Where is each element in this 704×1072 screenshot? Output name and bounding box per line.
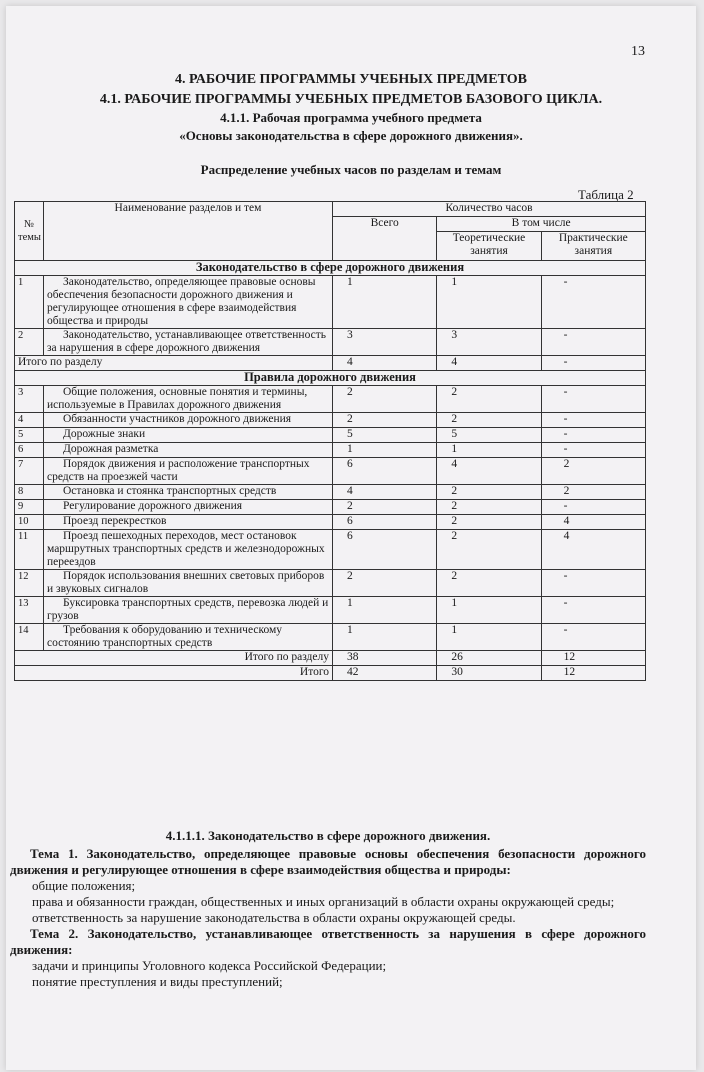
cell-total: 6 — [333, 530, 437, 570]
cell-theory: 1 — [437, 624, 541, 651]
cell-total: 2 — [333, 386, 437, 413]
grand-total-label: Итого — [15, 666, 333, 681]
cell-theory: 2 — [437, 515, 541, 530]
cell-total: 3 — [333, 329, 437, 356]
cell-total: 1 — [333, 276, 437, 329]
cell-total: 2 — [333, 570, 437, 597]
cell-theory: 2 — [437, 530, 541, 570]
cell-practice: - — [541, 443, 645, 458]
cell-theory: 1 — [437, 597, 541, 624]
cell-num: 8 — [15, 485, 44, 500]
cell-name: Порядок движения и расположение транспортных средств на проезжей части — [44, 458, 333, 485]
subtotal-row — [15, 356, 646, 371]
grand-total-row — [15, 666, 646, 681]
cell-total: 5 — [333, 428, 437, 443]
cell-name: Буксировка транспортных средств, перевозка людей и грузов — [44, 597, 333, 624]
cell-total: 42 — [333, 666, 437, 681]
cell-theory: 4 — [437, 356, 541, 371]
cell-name: Обязанности участников дорожного движения — [44, 413, 333, 428]
document-page — [6, 6, 696, 1070]
cell-total: 2 — [333, 413, 437, 428]
cell-num: 9 — [15, 500, 44, 515]
table-row — [15, 443, 646, 458]
table-row — [15, 597, 646, 624]
cell-num: 6 — [15, 443, 44, 458]
cell-theory: 2 — [437, 386, 541, 413]
cell-name: Законодательство, устанавливающее ответственность за нарушения в сфере дорожного движения — [44, 329, 333, 356]
cell-name: Законодательство, определяющее правовые основы обеспечения безопасности дорожного движения и регулирующее отношения в сфере взаимодействия общества и природы — [44, 276, 333, 329]
subtotal-label: Итого по разделу — [15, 356, 333, 371]
col-name-header: Наименование разделов и тем — [44, 202, 333, 261]
cell-practice: 2 — [541, 485, 645, 500]
heading-subsection: 4.1.1. Рабочая программа учебного предмета — [220, 110, 482, 125]
cell-num: 7 — [15, 458, 44, 485]
table-row — [15, 485, 646, 500]
cell-practice: 12 — [541, 651, 645, 666]
cell-theory: 2 — [437, 485, 541, 500]
body-text — [10, 828, 646, 990]
cell-num: 4 — [15, 413, 44, 428]
cell-theory: 26 — [437, 651, 541, 666]
table-row — [15, 570, 646, 597]
cell-total: 38 — [333, 651, 437, 666]
topic-2-heading: Тема 2. Законодательство, устанавливающее ответственность за нарушения в сфере дорожного движения: — [10, 926, 646, 957]
list-item: задачи и принципы Уголовного кодекса Российской Федерации; — [32, 958, 387, 973]
heading-section: 4.1. РАБОЧИЕ ПРОГРАММЫ УЧЕБНЫХ ПРЕДМЕТОВ БАЗОВОГО ЦИКЛА. — [99, 92, 603, 107]
cell-practice: - — [541, 276, 645, 329]
cell-theory: 2 — [437, 500, 541, 515]
cell-practice: - — [541, 500, 645, 515]
cell-name: Проезд перекрестков — [44, 515, 333, 530]
cell-theory: 5 — [437, 428, 541, 443]
cell-total: 6 — [333, 515, 437, 530]
table-row — [15, 428, 646, 443]
cell-practice: - — [541, 428, 645, 443]
cell-name: Дорожные знаки — [44, 428, 333, 443]
cell-num: 2 — [15, 329, 44, 356]
cell-name: Требования к оборудованию и техническому состоянию транспортных средств — [44, 624, 333, 651]
page-number: 13 — [631, 44, 645, 59]
col-incl-header: В том числе — [437, 217, 646, 232]
cell-practice: - — [541, 386, 645, 413]
cell-num: 5 — [15, 428, 44, 443]
cell-theory: 4 — [437, 458, 541, 485]
cell-theory: 1 — [437, 443, 541, 458]
heading-subject: «Основы законодательства в сфере дорожного движения». — [179, 128, 523, 143]
cell-practice: 2 — [541, 458, 645, 485]
section-title: 4.1.1.1. Законодательство в сфере дорожного движения. — [165, 828, 491, 843]
table-row — [15, 458, 646, 485]
table-label: Таблица 2 — [578, 187, 634, 202]
cell-theory: 30 — [437, 666, 541, 681]
cell-practice: - — [541, 624, 645, 651]
table-row — [15, 386, 646, 413]
cell-practice: 4 — [541, 515, 645, 530]
heading-chapter: 4. РАБОЧИЕ ПРОГРАММЫ УЧЕБНЫХ ПРЕДМЕТОВ — [174, 72, 527, 87]
table-row — [15, 515, 646, 530]
cell-total: 4 — [333, 356, 437, 371]
cell-name: Дорожная разметка — [44, 443, 333, 458]
list-item: понятие преступления и виды преступлений; — [32, 974, 283, 989]
cell-num: 1 — [15, 276, 44, 329]
col-practice-header: Практические занятия — [541, 232, 645, 261]
cell-total: 1 — [333, 443, 437, 458]
cell-theory: 2 — [437, 413, 541, 428]
cell-num: 12 — [15, 570, 44, 597]
cell-name: Регулирование дорожного движения — [44, 500, 333, 515]
cell-num: 13 — [15, 597, 44, 624]
table-row — [15, 530, 646, 570]
cell-num: 11 — [15, 530, 44, 570]
cell-practice: - — [541, 597, 645, 624]
table-row — [15, 624, 646, 651]
cell-name: Проезд пешеходных переходов, мест остановок маршрутных транспортных средств и железнодорожных переездов — [44, 530, 333, 570]
cell-total: 4 — [333, 485, 437, 500]
heading-distribution: Распределение учебных часов по разделам и темам — [200, 162, 502, 177]
list-item: ответственность за нарушение законодательства в области охраны окружающей среды. — [32, 910, 516, 925]
table-row — [15, 500, 646, 515]
cell-practice: - — [541, 356, 645, 371]
cell-name: Общие положения, основные понятия и термины, используемые в Правилах дорожного движения — [44, 386, 333, 413]
section-header: Правила дорожного движения — [15, 371, 646, 386]
cell-num: 3 — [15, 386, 44, 413]
cell-total: 1 — [333, 597, 437, 624]
table-row — [15, 276, 646, 329]
cell-practice: - — [541, 413, 645, 428]
table-row — [15, 329, 646, 356]
cell-practice: - — [541, 570, 645, 597]
cell-num: 10 — [15, 515, 44, 530]
col-hours-header: Количество часов — [333, 202, 646, 217]
list-item: общие положения; — [32, 878, 136, 893]
list-item: права и обязанности граждан, общественных и иных организаций в области охраны окружающей среды; — [32, 894, 615, 909]
cell-practice: - — [541, 329, 645, 356]
subtotal-row — [15, 651, 646, 666]
table-row — [15, 413, 646, 428]
cell-name: Остановка и стоянка транспортных средств — [44, 485, 333, 500]
cell-theory: 2 — [437, 570, 541, 597]
hours-table — [14, 201, 646, 681]
cell-practice: 12 — [541, 666, 645, 681]
subtotal-label: Итого по разделу — [15, 651, 333, 666]
cell-total: 2 — [333, 500, 437, 515]
cell-num: 14 — [15, 624, 44, 651]
col-num-header: № темы — [15, 202, 44, 261]
col-total-header: Всего — [333, 217, 437, 261]
cell-name: Порядок использования внешних световых приборов и звуковых сигналов — [44, 570, 333, 597]
cell-practice: 4 — [541, 530, 645, 570]
cell-total: 6 — [333, 458, 437, 485]
cell-theory: 3 — [437, 329, 541, 356]
section-header: Законодательство в сфере дорожного движения — [15, 261, 646, 276]
cell-theory: 1 — [437, 276, 541, 329]
col-theory-header: Теоретические занятия — [437, 232, 541, 261]
cell-total: 1 — [333, 624, 437, 651]
topic-1-heading: Тема 1. Законодательство, определяющее правовые основы обеспечения безопасности дорожного движения и регулирующее отношения в сфере взаимодействия общества и природы: — [10, 846, 646, 877]
